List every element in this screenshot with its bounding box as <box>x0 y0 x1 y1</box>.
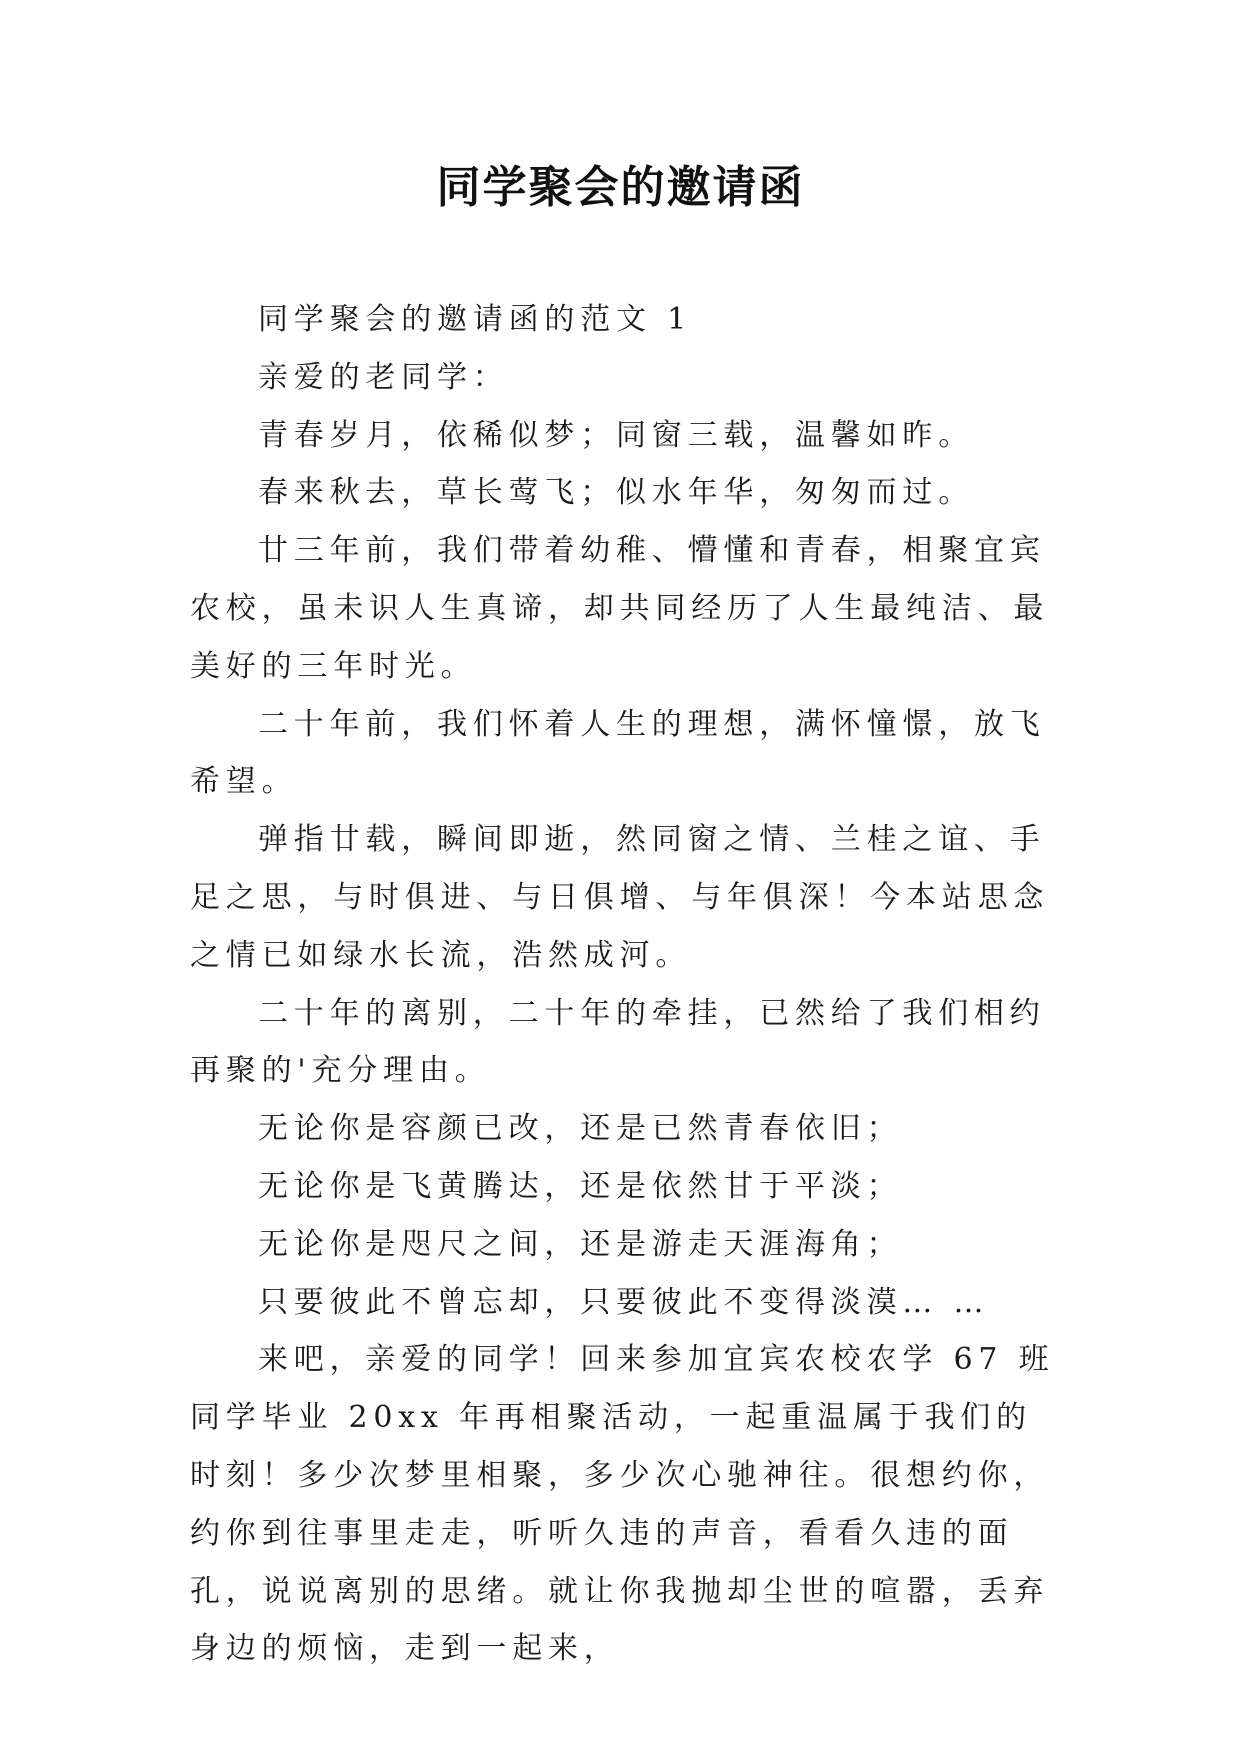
paragraph-heading: 同学聚会的邀请函的范文 1 <box>258 302 693 337</box>
document-title: 同学聚会的邀请函 <box>436 162 805 213</box>
paragraph: 二十年前，我们怀着人生的理想，满怀憧憬，放飞希望。 <box>190 706 1046 800</box>
paragraph: 无论你是容颜已改，还是已然青春依旧； <box>258 1111 903 1147</box>
paragraph: 无论你是咫尺之间，还是游走天涯海角； <box>258 1226 903 1262</box>
paragraph: 青春岁月，依稀似梦；同窗三载，温馨如昨。 <box>258 417 974 453</box>
paragraph: 来吧，亲爱的同学！回来参加宜宾农校农学 67 班同学毕业 20xx 年再相聚活动，一起重温属于我们的时刻！多少次梦里相聚，多少次心驰神往。很想约你，约你到往事里走走，听听久违的声音，看看久违的面孔，说说离别的思绪。就让你我抛却尘世的喧嚣，丢弃身边的烦恼，走到一起来， <box>190 1342 1055 1667</box>
paragraph: 无论你是飞黄腾达，还是依然甘于平淡； <box>258 1168 903 1204</box>
paragraph: 二十年的离别，二十年的牵挂，已然给了我们相约再聚的'充分理由。 <box>190 995 1046 1089</box>
paragraph-salutation: 亲爱的老同学： <box>258 359 509 395</box>
paragraph: 廿三年前，我们带着幼稚、懵懂和青春，相聚宜宾农校，虽未识人生真谛，却共同经历了人生最纯洁、最美好的三年时光。 <box>190 533 1050 684</box>
paragraph: 只要彼此不曾忘却，只要彼此不变得淡漠… … <box>258 1284 990 1320</box>
paragraph: 春来秋去，草长莺飞；似水年华，匆匆而过。 <box>258 475 974 511</box>
paragraph: 弹指廿载，瞬间即逝，然同窗之情、兰桂之谊、手足之思，与时俱进、与日俱增、与年俱深！今本站思念之情已如绿水长流，浩然成河。 <box>190 822 1050 973</box>
document-body <box>190 291 1060 1678</box>
